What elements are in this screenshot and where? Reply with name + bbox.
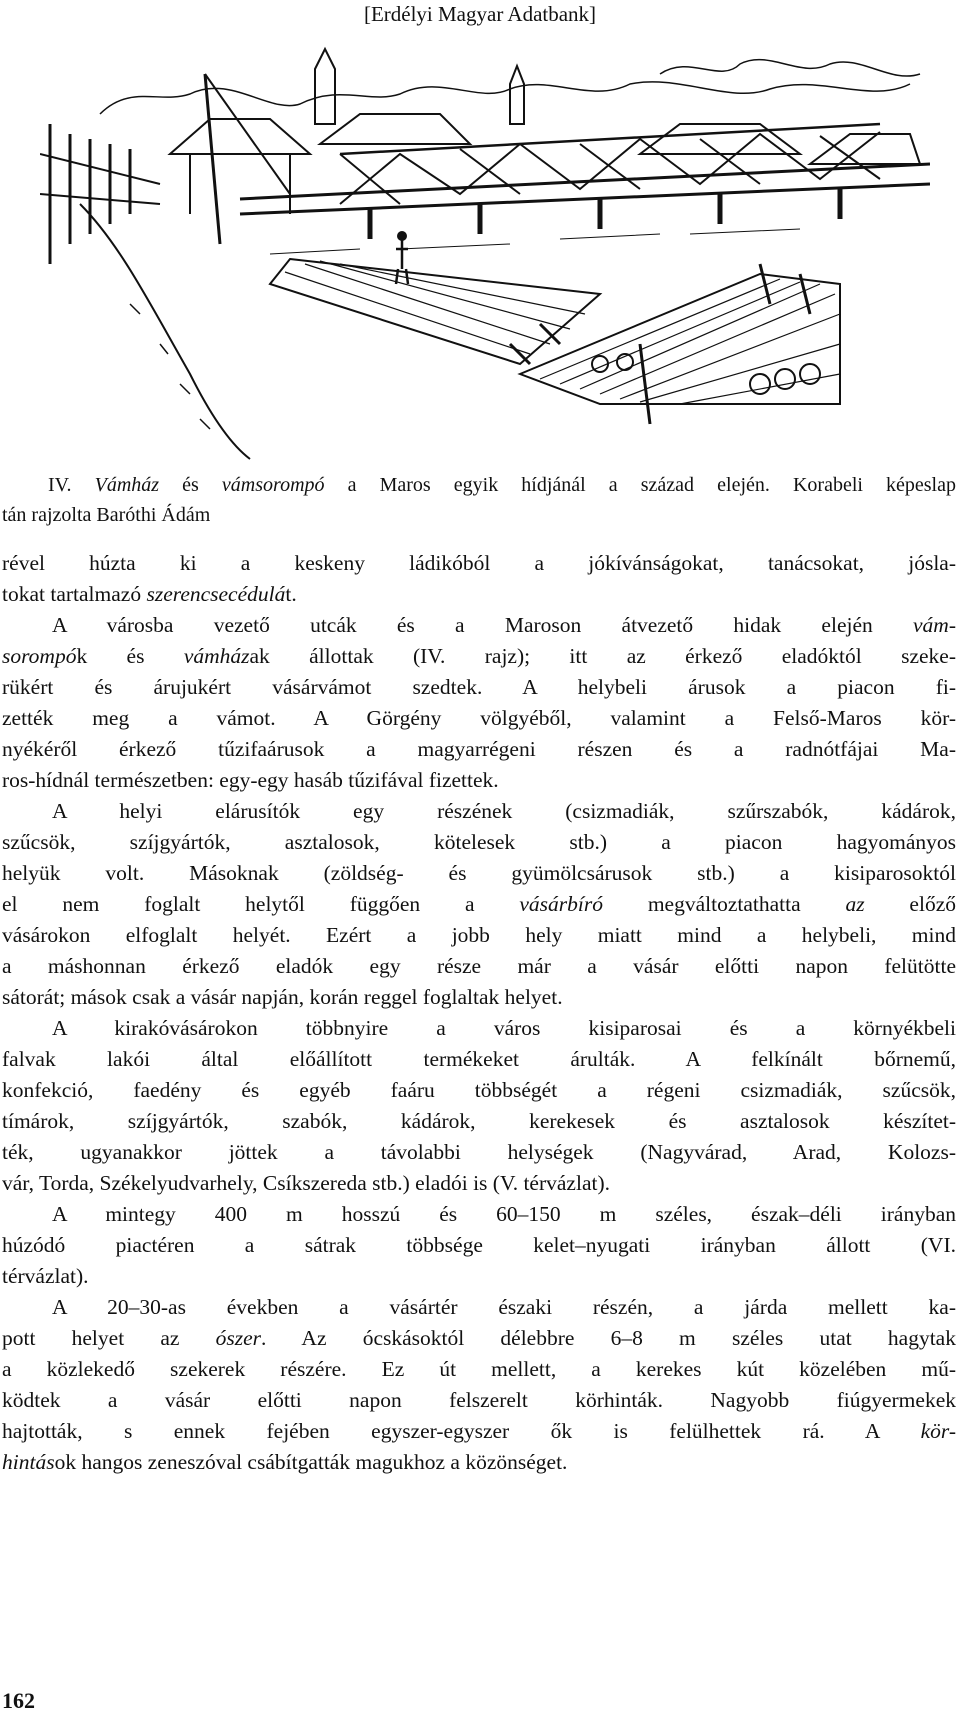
paragraph-5: A mintegy 400 m hosszú és 60–150 m széles, észak–déli irányban húzódó piactéren a sátrak többsége kelet–nyugati irányban állott (VI. térvázlat).: [2, 1202, 956, 1288]
body-text: [2, 548, 956, 1478]
caption-line-2: tán rajzolta Baróthi Ádám: [2, 504, 211, 526]
paragraph-3: A helyi elárusítók egy részének (csizmadiák, szűrszabók, kádárok, szűcsök, szíjgyártók, asztalosok, kötelesek stb.) a piacon hagyományos helyük volt. Másoknak (zöldség- és gyümölcsárusok stb.) a kisiparosoktól el nem foglalt helytől függően a vásárbíró megváltoztathatta az előző vásárokon elfoglalt helyét. Ezért a jobb hely miatt mind a helybeli, mind a máshonnan érkező eladók egy része már a vásár előtti napon felütötte sátorát; mások csak a vásár napján, korán reggel foglaltak helyet.: [2, 799, 956, 1009]
paragraph-4: A kirakóvásárokon többnyire a város kisiparosai és a környékbeli falvak lakói által előállított termékeket árulták. A felkínált bőrnemű, konfekció, faedény és egyéb faáru többségét a régeni csizmadiák, szűcsök, tímárok, szíjgyártók, szabók, kádárok, kerekesek és asztalosok készítet- ték, ugyanakkor jöttek a távolabbi helységek (Nagyvárad, Arad, Kolozs- vár, Torda, Székelyudvarhely, Csíkszereda stb.) eladói is (V. térvázlat).: [2, 1016, 956, 1195]
paragraph-1: rével húzta ki a keskeny ládikóból a jókívánságokat, tanácsokat, jósla- tokat tartalmazó szerencsecédulát.: [2, 551, 956, 606]
caption-line-1: IV. Vámház és vámsorompó a Maros egyik hídjánál a század elején. Korabeli képeslap: [48, 474, 956, 496]
paragraph-2: A városba vezető utcák és a Maroson átvezető hidak elején vám- sorompók és vámházak állottak (IV. rajz); itt az érkező eladóktól szeke- rükért és árujukért vásárvámot szedtek. A helybeli árusok a piacon fi- zették meg a vámot. A Görgény völgyéből, valamint a Felső-Maros kör- nyékéről érkező tűzifaárusok a magyarrégeni részen és a radnótfájai Ma- ros-hídnál természetben: egy-egy hasáb tűzifával fizettek.: [2, 613, 956, 792]
page-header: [Erdélyi Magyar Adatbank]: [363, 2, 597, 26]
bridge-and-timber-rafts-drawing-icon: [40, 44, 930, 464]
figure-caption: [2, 470, 956, 530]
page-number: 162: [2, 1688, 35, 1713]
paragraph-6: A 20–30-as években a vásártér északi részén, a járda mellett ka- pott helyet az ószer. Az ócskásoktól délebbre 6–8 m széles utat hagytak a közlekedő szekerek részére. Ez út mellett, a kerekes kút közelében mű- ködtek a vásár előtti napon felszerelt körhinták. Nagyobb fiúgyermekek hajtották, s ennek fejében egyszer-egyszer ők is felülhettek rá. A kör- hintások hangos zeneszóval csábítgatták magukhoz a közönséget.: [2, 1295, 956, 1474]
